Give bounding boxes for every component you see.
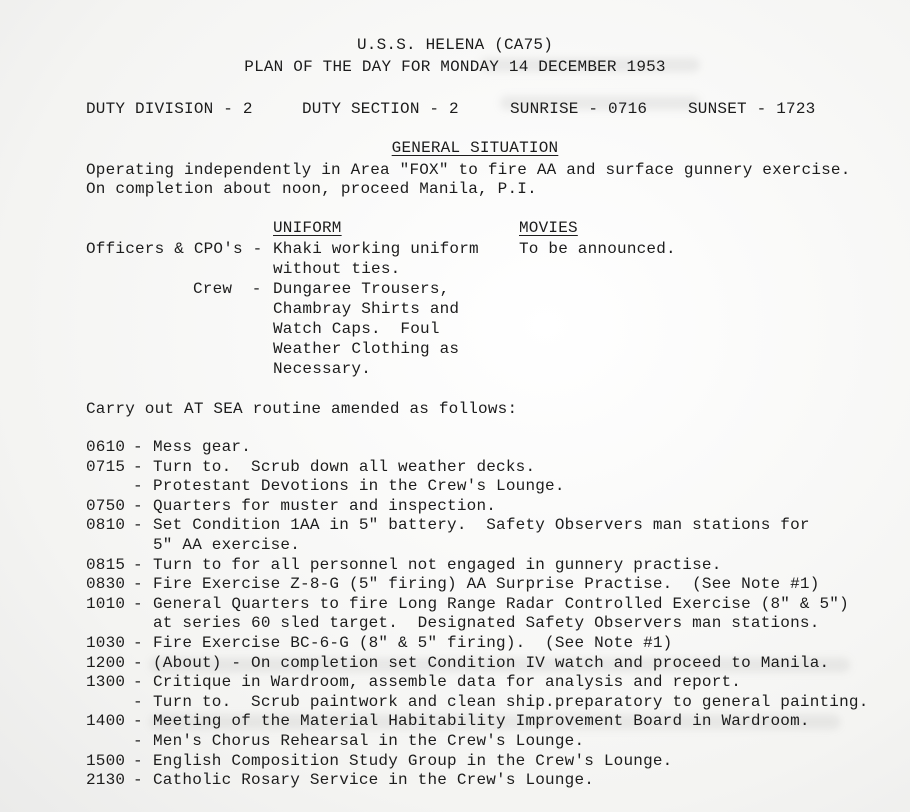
schedule-dash: - [133,594,143,613]
schedule-description: General Quarters to fire Long Range Radar Controlled Exercise (8" & 5") [153,594,849,613]
general-situation-line: Operating independently in Area "FOX" to fire AA and surface gunnery exercise. [86,161,851,179]
schedule-description: Critique in Wardroom, assemble data for analysis and report. [153,673,742,692]
schedule-time: 2130 [86,771,126,790]
schedule-description: at series 60 sled target. Designated Safety Observers man stations. [153,614,820,633]
schedule-dash: - [133,751,143,770]
schedule-time: 0610 [86,438,126,456]
schedule-dash: - [133,457,143,476]
schedule-time: 1030 [86,634,126,652]
schedule-description: 5" AA exercise. [153,536,301,554]
routine-intro: Carry out AT SEA routine amended as follows: [86,400,518,418]
schedule-time: 0815 [86,555,126,574]
general-situation-heading: GENERAL SITUATION [391,139,559,157]
schedule-dash: - [133,634,143,652]
schedule-description: Men's Chorus Rehearsal in the Crew's Lounge. [153,732,585,750]
schedule-time: 0715 [86,457,126,476]
movies-heading: MOVIES [519,219,578,237]
schedule-dash: - [133,673,143,692]
schedule-time: 1500 [86,751,126,770]
crew-uniform-line: Dungaree Trousers, [273,280,450,298]
schedule-time: 0810 [86,516,126,535]
schedule-description: Fire Exercise BC-6-G (8" & 5" firing). (See Note #1) [153,634,673,652]
sunset: SUNSET - 1723 [688,100,816,118]
schedule-description: Mess gear. [153,438,252,456]
schedule-time: 1200 [86,653,126,672]
schedule-time: 0750 [86,496,126,515]
ship-name: U.S.S. HELENA (CA75) [356,36,554,54]
schedule-dash: - [133,496,143,515]
schedule-description: Fire Exercise Z-8-G (5" firing) AA Surprise Practise. (See Note #1) [153,575,820,594]
schedule-time: 0830 [86,575,126,594]
crew-label: Crew - [193,280,262,298]
schedule-description: Catholic Rosary Service in the Crew's Lounge. [153,771,595,790]
schedule-dash: - [133,771,143,790]
officers-uniform-line: Khaki working uniform [273,240,479,258]
officers-label: Officers & CPO's - [86,240,263,258]
duty-division: DUTY DIVISION - 2 [86,100,253,118]
schedule-description: Turn to. Scrub paintwork and clean ship.preparatory to general painting. [153,692,869,711]
schedule-description: Quarters for muster and inspection. [153,496,497,515]
schedule-time: 1300 [86,673,126,692]
schedule-dash: - [133,653,143,672]
duty-section: DUTY SECTION - 2 [302,100,459,118]
uniform-heading: UNIFORM [273,219,342,237]
schedule-description: Set Condition 1AA in 5" battery. Safety Observers man stations for [153,516,810,535]
schedule-description: Turn to for all personnel not engaged in gunnery practise. [153,555,722,574]
schedule-dash: - [133,438,143,456]
crew-uniform-line: Watch Caps. Foul [273,320,440,338]
officers-uniform-line: without ties. [273,260,401,278]
schedule-dash: - [133,712,143,731]
schedule-time: 1010 [86,594,126,613]
document-title: PLAN OF THE DAY FOR MONDAY 14 DECEMBER 1953 [244,58,666,76]
crew-uniform-line: Necessary. [273,360,372,378]
schedule-dash: - [133,477,143,496]
schedule-description: Protestant Devotions in the Crew's Lounge. [153,477,565,496]
schedule-dash: - [133,555,143,574]
movies-text: To be announced. [519,240,676,258]
schedule-description: English Composition Study Group in the Crew's Lounge. [153,751,673,770]
schedule-dash: - [133,516,143,535]
sunrise: SUNRISE - 0716 [510,100,648,118]
schedule-dash: - [133,732,143,750]
schedule-dash: - [133,692,143,711]
schedule-time: 1400 [86,712,126,731]
schedule-dash: - [133,575,143,594]
crew-uniform-line: Weather Clothing as [273,340,460,358]
schedule-description: Turn to. Scrub down all weather decks. [153,457,536,476]
crew-uniform-line: Chambray Shirts and [273,300,460,318]
schedule-description: Meeting of the Material Habitability Improvement Board in Wardroom. [153,712,810,731]
schedule-description: (About) - On completion set Condition IV watch and proceed to Manila. [153,653,830,672]
general-situation-line: On completion about noon, proceed Manila, P.I. [86,180,537,198]
